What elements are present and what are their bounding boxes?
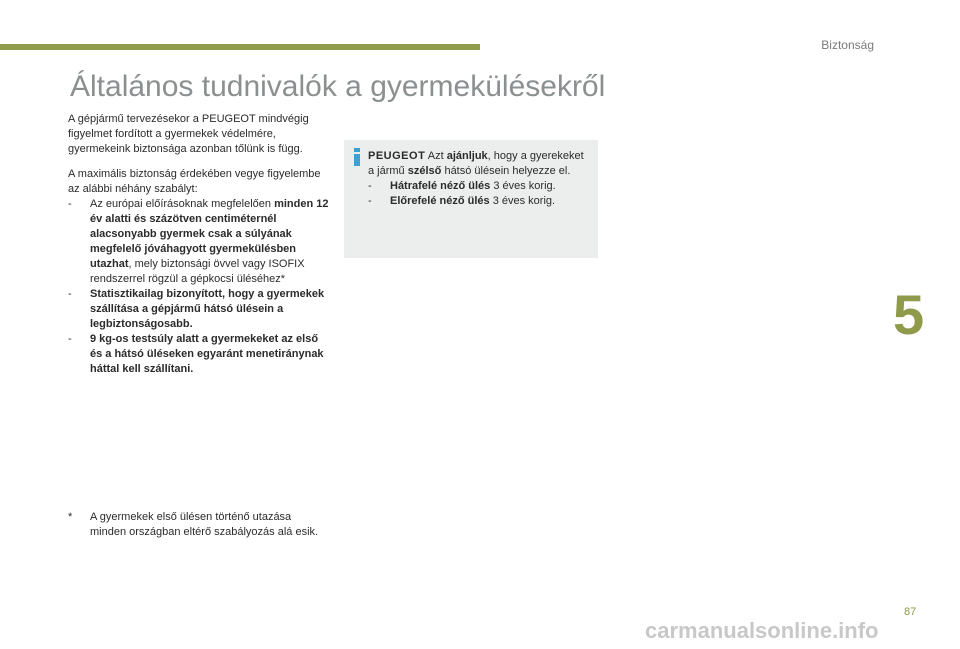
info-bold-text: szélső bbox=[407, 165, 442, 177]
chapter-number: 5 bbox=[893, 283, 925, 346]
info-text-part: hátsó ülésein helyezze el. bbox=[441, 165, 571, 177]
list-dash: - bbox=[68, 288, 72, 300]
rule-item bbox=[68, 287, 330, 332]
info-text-part: 3 éves korig. bbox=[489, 195, 556, 207]
list-dash: - bbox=[68, 333, 72, 345]
rule-bold-text: 9 kg-os testsúly alatt a gyermekeket az első és a hátsó üléseken egyaránt menetiránynak háttal kell szállítani. bbox=[90, 333, 324, 375]
rules-intro: A maximális biztonság érdekében vegye figyelembe az alábbi néhány szabályt: bbox=[68, 168, 321, 195]
watermark: carmanualsonline.info bbox=[645, 618, 879, 643]
info-box bbox=[344, 140, 598, 258]
info-text-part: 3 éves korig. bbox=[490, 180, 556, 192]
page-title: Általános tudnivalók a gyermekülésekről bbox=[70, 70, 606, 103]
brand-name: PEUGEOT bbox=[368, 150, 426, 162]
page-number: 87 bbox=[904, 606, 917, 618]
info-bold-text: Előrefelé néző ülés bbox=[390, 195, 490, 207]
footnote-text: A gyermekek első ülésen történő utazása minden országban eltérő szabályozás alá esik. bbox=[90, 511, 319, 538]
list-dash: - bbox=[368, 180, 372, 192]
rule-item bbox=[68, 332, 330, 377]
info-icon bbox=[352, 148, 362, 164]
info-bold-text: ajánljuk bbox=[446, 150, 488, 162]
section-label: Biztonság bbox=[821, 38, 874, 52]
info-list-item bbox=[368, 194, 590, 209]
info-text bbox=[368, 149, 590, 209]
rule-text: Az európai előírásoknak megfelelően bbox=[90, 198, 275, 210]
rule-bold-text: minden 12 év alatti és százötven centiméternél alacsonyabb gyermek csak a súlyának megfelelő jóváhagyott gyermekülésben utazhat bbox=[90, 198, 329, 270]
footnote bbox=[68, 510, 330, 540]
header-accent-bar bbox=[0, 44, 480, 50]
list-dash: - bbox=[68, 198, 72, 210]
rule-bold-text: Statisztikailag bizonyított, hogy a gyermekek szállítása a gépjármű hátsó ülésein a legbiztonságosabb. bbox=[90, 288, 325, 330]
intro-paragraph: A gépjármű tervezésekor a PEUGEOT mindvégig figyelmet fordított a gyermekek védelmére, gyermekeink biztonsága azonban tőlünk is függ. bbox=[68, 113, 309, 155]
list-dash: - bbox=[368, 195, 372, 207]
info-text-part: Azt bbox=[425, 150, 447, 162]
main-text-column bbox=[68, 112, 330, 377]
info-text-part: , hogy a gyerekeket a jármű bbox=[368, 150, 584, 177]
rule-text: , mely biztonsági övvel vagy ISOFIX rendszerrel rögzül a gépkocsi üléséhez* bbox=[90, 258, 305, 285]
rule-item bbox=[68, 197, 330, 287]
info-bold-text: Hátrafelé néző ülés bbox=[390, 180, 491, 192]
footnote-marker: * bbox=[68, 511, 73, 523]
info-list-item bbox=[368, 179, 590, 194]
